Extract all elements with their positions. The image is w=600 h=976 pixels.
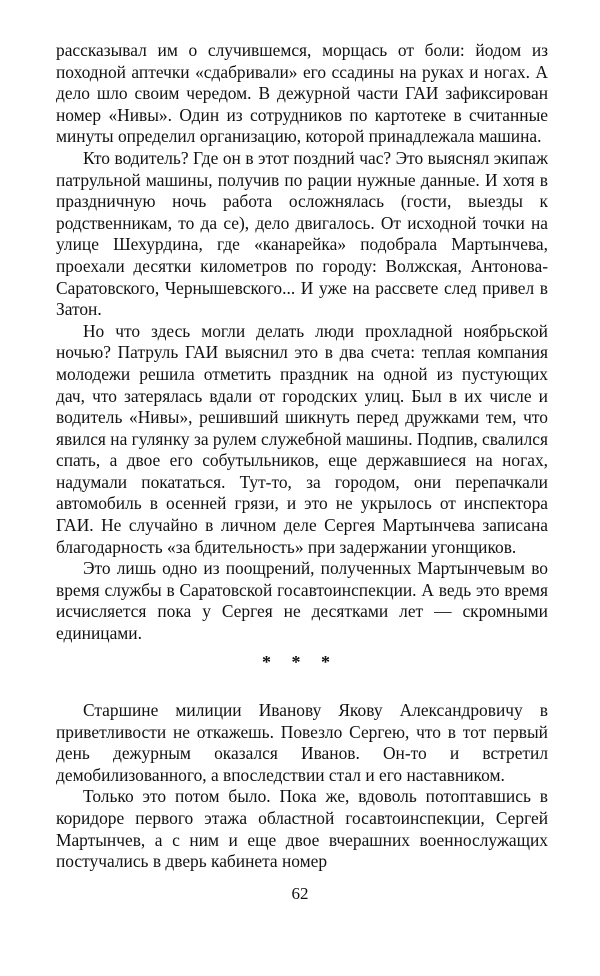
text-block-2 bbox=[56, 700, 548, 873]
section-separator: * * * bbox=[262, 652, 338, 672]
paragraph-2: Кто водитель? Где он в этот поздний час? Это выяснял экипаж патрульной машины, получив по рации нужные данные. И хотя в праздничную ночь работа осложнялась (гости, выезды к родственникам, то да се), дело двигалось. От исходной точки на улице Шехурдина, где «канарейка» подобрала Мартынчева, проехали десятки километров по городу: Волжская, Антонова-Саратовского, Чернышевского... И уже на рассвете след привел в Затон. bbox=[56, 147, 548, 320]
paragraph-5: Старшине милиции Иванову Якову Александровичу в приветливости не откажешь. Повезло Сергею, что в тот первый день дежурным оказался Иванов. Он-то и встретил демобилизованного, а впоследствии стал и его наставником. bbox=[56, 700, 548, 785]
paragraph-3: Но что здесь могли делать люди прохладной ноябрьской ночью? Патруль ГАИ выяснил это в два счета: теплая компания молодежи решила отметить праздник на одной из пустующих дач, что затерялась вдали от городских улиц. Был в их числе и водитель «Нивы», решивший шикнуть перед дружками тем, что явился на гулянку за рулем служебной машины. Подпив, свалился спать, а двое его собутыльников, еще державшиеся на ногах, надумали покататься. Тут-то, за городом, они перепачкали автомобиль в осенней грязи, и это не укрылось от инспектора ГАИ. Не случайно в личном деле Сергея Мартынчева записана благодарность «за бдительность» при задержании угонщиков. bbox=[56, 320, 548, 557]
paragraph-4: Это лишь одно из поощрений, полученных Мартынчевым во время службы в Саратовской госавтоинспекции. А ведь это время исчисляется пока у Сергея не десятками лет — скромными единицами. bbox=[56, 558, 548, 644]
paragraph-1: рассказывал им о случившемся, морщась от боли: йодом из походной аптечки «сдабривали» его ссадины на руках и ногах. А дело шло своим чередом. В дежурной части ГАИ зафиксирован номер «Нивы». Один из сотрудников по картотеке в считанные минуты определил организацию, которой принадлежала машина. bbox=[56, 40, 548, 147]
text-block-1 bbox=[56, 40, 548, 645]
page-number: 62 bbox=[291, 884, 309, 903]
paragraph-6: Только это потом было. Пока же, вдоволь потоптавшись в коридоре первого этажа областной госавтоинспекции, Сергей Мартынчев, а с ним и еще двое вчерашних военнослужащих постучались в дверь кабинета номер bbox=[56, 786, 548, 872]
